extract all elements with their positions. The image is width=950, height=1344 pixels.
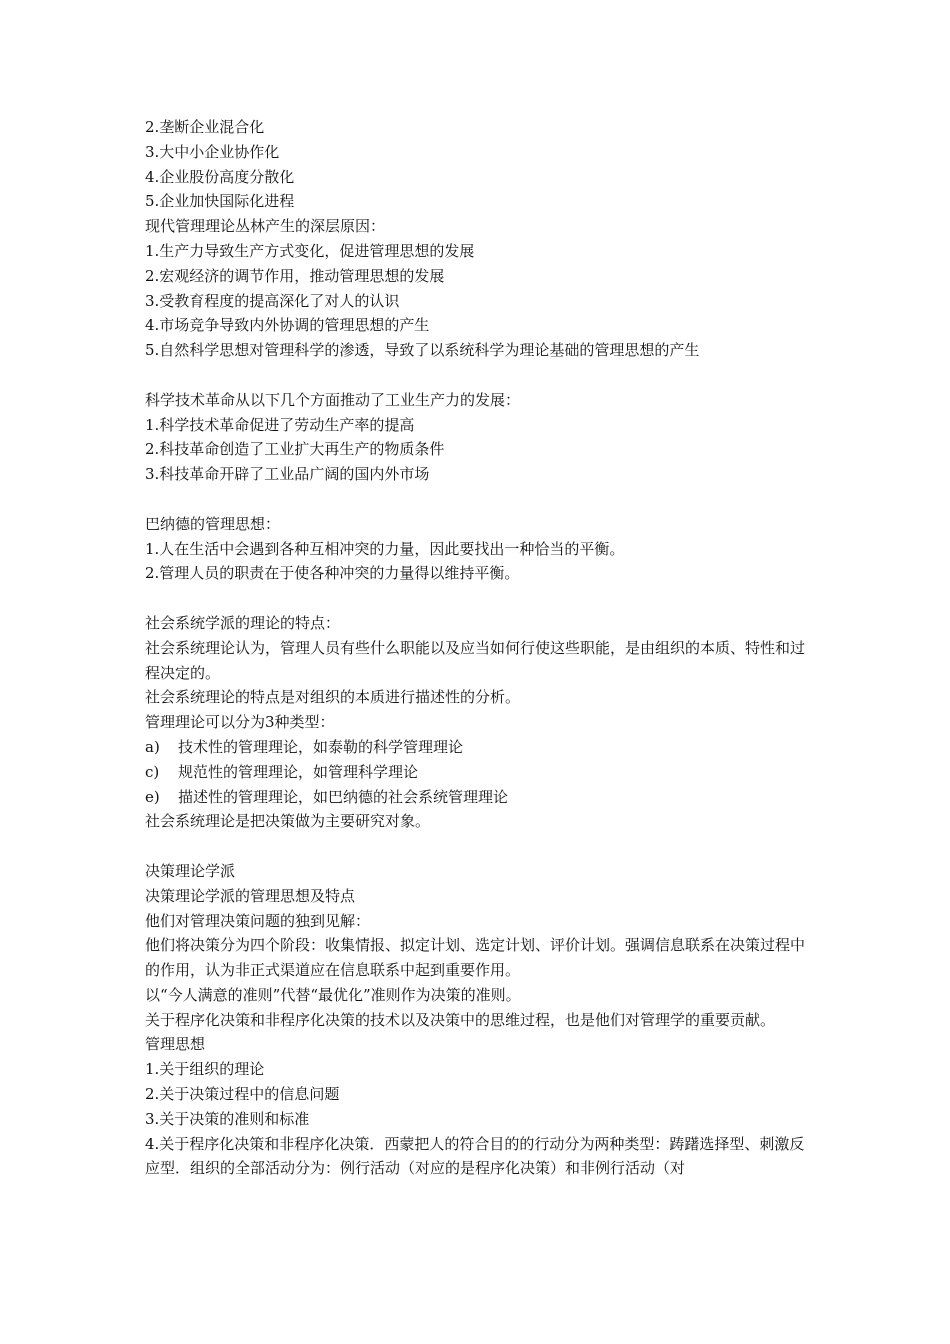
- decision-paragraph: 以“今人满意的准则”代替“最优化”准则作为决策的准则。: [145, 985, 521, 1004]
- theory-types-heading: 管理理论可以分为3种类型：: [145, 713, 335, 732]
- deep-cause-item: 5.自然科学思想对管理科学的渗透，导致了以系统科学为理论基础的管理思想的产生: [145, 341, 700, 360]
- insight-heading: 他们对管理决策问题的独到见解：: [145, 911, 371, 930]
- decision-paragraph: 他们将决策分为四个阶段：收集情报、拟定计划、选定计划、评价计划。强调信息联系在决策过程中的作用，认为非正式渠道应在信息联系中起到重要作用。: [145, 936, 806, 980]
- document-page: [145, 115, 813, 1181]
- deep-cause-item: 4.市场竞争导致内外协调的管理思想的产生: [145, 316, 430, 335]
- decision-school-title: 决策理论学派: [145, 861, 236, 880]
- thought-heading: 管理思想: [145, 1035, 206, 1054]
- tech-revolution-item: 3.科技革命开辟了工业品广阔的国内外市场: [145, 465, 430, 484]
- spacer: [145, 586, 813, 611]
- decision-school-subtitle: 决策理论学派的管理思想及特点: [145, 886, 356, 905]
- deep-causes-heading: 现代管理理论丛林产生的深层原因：: [145, 217, 386, 236]
- theory-type-item: [145, 760, 813, 785]
- list-text: 描述性的管理理论，如巴纳德的社会系统管理理论: [178, 787, 509, 806]
- list-text: 技术性的管理理论，如泰勒的科学管理理论: [178, 737, 464, 756]
- decision-paragraph: 关于程序化决策和非程序化决策的技术以及决策中的思维过程，也是他们对管理学的重要贡献。: [145, 1010, 776, 1029]
- spacer: [145, 834, 813, 859]
- barnard-item: 1.人在生活中会遇到各种互相冲突的力量，因此要找出一种恰当的平衡。: [145, 539, 625, 558]
- deep-cause-item: 1.生产力导致生产方式变化，促进管理思想的发展: [145, 241, 475, 260]
- intro-item: 5.企业加快国际化进程: [145, 192, 295, 211]
- spacer: [145, 487, 813, 512]
- thought-item: 4.关于程序化决策和非程序化决策．西蒙把人的符合目的的行动分为两种类型：踌躇选择型、刺激反应型．组织的全部活动分为：例行活动（对应的是程序化决策）和非例行活动（对: [145, 1134, 805, 1178]
- social-system-conclusion: 社会系统理论是把决策做为主要研究对象。: [145, 812, 431, 831]
- social-system-paragraph: 社会系统理论的特点是对组织的本质进行描述性的分析。: [145, 688, 521, 707]
- theory-type-item: [145, 735, 813, 760]
- intro-item: 3.大中小企业协作化: [145, 142, 280, 161]
- intro-item: 4.企业股份高度分散化: [145, 167, 295, 186]
- list-marker: c): [145, 762, 160, 781]
- tech-revolution-heading: 科学技术革命从以下几个方面推动了工业生产力的发展：: [145, 390, 521, 409]
- list-marker: a): [145, 737, 160, 756]
- thought-item: 1.关于组织的理论: [145, 1060, 265, 1079]
- barnard-item: 2.管理人员的职责在于使各种冲突的力量得以维持平衡。: [145, 564, 520, 583]
- thought-item: 3.关于决策的准则和标准: [145, 1109, 310, 1128]
- social-system-paragraph: 社会系统理论认为，管理人员有些什么职能以及应当如何行使这些职能，是由组织的本质、特性和过程决定的。: [145, 638, 806, 682]
- spacer: [145, 363, 813, 388]
- deep-cause-item: 3.受教育程度的提高深化了对人的认识: [145, 291, 400, 310]
- tech-revolution-item: 1.科学技术革命促进了劳动生产率的提高: [145, 415, 415, 434]
- intro-item: 2.垄断企业混合化: [145, 118, 265, 136]
- thought-item: 2.关于决策过程中的信息问题: [145, 1085, 340, 1104]
- list-marker: e): [145, 787, 160, 806]
- social-system-heading: 社会系统学派的理论的特点：: [145, 613, 341, 632]
- deep-cause-item: 2.宏观经济的调节作用，推动管理思想的发展: [145, 266, 445, 285]
- barnard-heading: 巴纳德的管理思想：: [145, 514, 281, 533]
- theory-type-item: [145, 785, 813, 810]
- tech-revolution-item: 2.科技革命创造了工业扩大再生产的物质条件: [145, 440, 445, 459]
- list-text: 规范性的管理理论，如管理科学理论: [178, 762, 419, 781]
